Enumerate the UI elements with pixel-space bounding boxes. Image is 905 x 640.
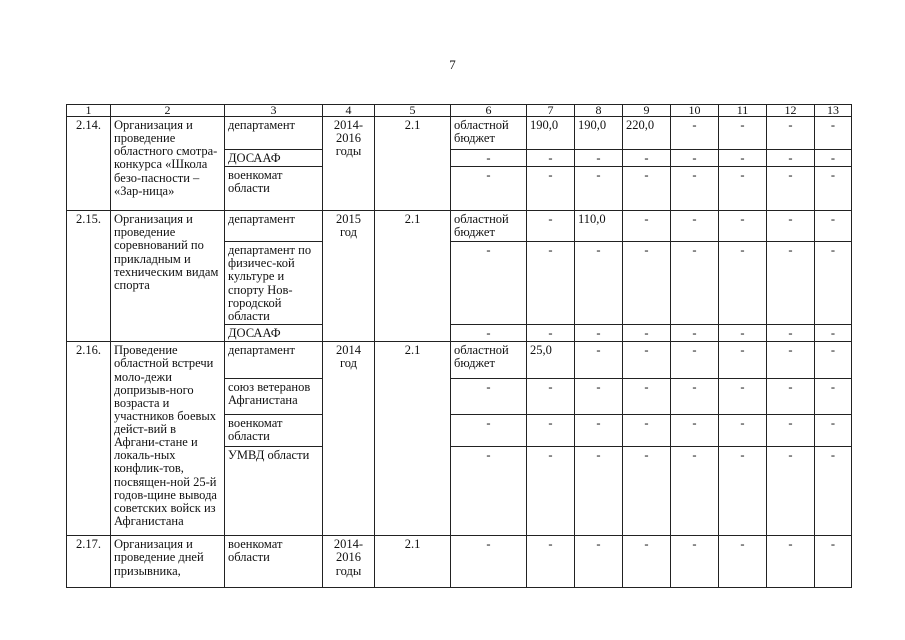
funding-source-cell: - (451, 536, 527, 588)
value-cell: - (767, 167, 815, 211)
value-cell: - (815, 342, 852, 379)
column-number: 1 (67, 105, 111, 117)
value-cell: - (719, 211, 767, 242)
value-cell: - (719, 117, 767, 150)
period-cell: 2014- 2016 годы (323, 117, 375, 211)
executor-cell: департамент (225, 117, 323, 150)
value-cell: - (623, 379, 671, 415)
value-cell: - (575, 150, 623, 167)
item-title: Проведение областной встречи моло-дежи допризыв-ного возраста и участников боевых дейст-вий в Афгани-стане и локаль-ных конфлик-тов, посвящен-ной 25-й годов-щине вывода советских войск из Афганистана (111, 342, 225, 536)
funding-source-cell: - (451, 447, 527, 536)
value-cell: - (575, 242, 623, 325)
funding-source-cell: - (451, 242, 527, 325)
value-cell: - (767, 150, 815, 167)
task-cell: 2.1 (375, 342, 451, 536)
value-cell: 220,0 (623, 117, 671, 150)
column-number: 12 (767, 105, 815, 117)
value-cell: - (671, 379, 719, 415)
value-cell: - (815, 242, 852, 325)
value-cell: - (623, 342, 671, 379)
column-number: 6 (451, 105, 527, 117)
value-cell: 25,0 (527, 342, 575, 379)
value-cell: - (815, 447, 852, 536)
funding-source-cell: - (451, 150, 527, 167)
table-row (67, 342, 852, 379)
value-cell: - (767, 536, 815, 588)
column-number: 5 (375, 105, 451, 117)
item-title: Организация и проведение областного смотра-конкурса «Школа безо-пасности – «Зар-ница» (111, 117, 225, 211)
table-row (67, 536, 852, 588)
value-cell: - (623, 211, 671, 242)
executor-cell: союз ветеранов Афганистана (225, 379, 323, 415)
value-cell: - (623, 242, 671, 325)
column-number: 9 (623, 105, 671, 117)
value-cell: - (719, 150, 767, 167)
column-number: 8 (575, 105, 623, 117)
value-cell: - (671, 447, 719, 536)
item-title: Организация и проведение дней призывника, (111, 536, 225, 588)
value-cell: - (671, 167, 719, 211)
value-cell: - (719, 536, 767, 588)
funding-source-cell: - (451, 379, 527, 415)
executor-cell: УМВД области (225, 447, 323, 536)
period-cell: 2014 год (323, 342, 375, 536)
column-number: 2 (111, 105, 225, 117)
value-cell: - (671, 117, 719, 150)
value-cell: - (815, 415, 852, 447)
column-number: 10 (671, 105, 719, 117)
funding-source-cell: - (451, 325, 527, 342)
value-cell: - (623, 150, 671, 167)
value-cell: - (671, 536, 719, 588)
value-cell: - (527, 447, 575, 536)
value-cell: - (527, 325, 575, 342)
column-number: 11 (719, 105, 767, 117)
value-cell: - (671, 150, 719, 167)
value-cell: - (575, 379, 623, 415)
value-cell: 190,0 (575, 117, 623, 150)
funding-source-cell: областной бюджет (451, 211, 527, 242)
column-number: 4 (323, 105, 375, 117)
value-cell: - (671, 342, 719, 379)
value-cell: - (719, 415, 767, 447)
value-cell: - (767, 325, 815, 342)
value-cell: - (767, 415, 815, 447)
value-cell: - (815, 325, 852, 342)
value-cell: - (671, 242, 719, 325)
value-cell: - (623, 167, 671, 211)
value-cell: - (719, 167, 767, 211)
value-cell: - (767, 379, 815, 415)
table-row (67, 211, 852, 242)
executor-cell: ДОСААФ (225, 150, 323, 167)
page-number: 7 (449, 57, 456, 72)
task-cell: 2.1 (375, 117, 451, 211)
value-cell: 110,0 (575, 211, 623, 242)
item-number: 2.15. (67, 211, 111, 342)
value-cell: - (575, 536, 623, 588)
value-cell: - (815, 150, 852, 167)
value-cell: - (815, 379, 852, 415)
value-cell: - (815, 211, 852, 242)
value-cell: - (815, 117, 852, 150)
column-numbers-row (67, 105, 852, 117)
funding-source-cell: - (451, 415, 527, 447)
value-cell: - (767, 447, 815, 536)
value-cell: - (623, 536, 671, 588)
executor-cell: ДОСААФ (225, 325, 323, 342)
executor-cell: военкомат области (225, 167, 323, 211)
column-number: 3 (225, 105, 323, 117)
executor-cell: военкомат области (225, 415, 323, 447)
value-cell: - (527, 536, 575, 588)
value-cell: - (767, 211, 815, 242)
item-number: 2.16. (67, 342, 111, 536)
value-cell: - (719, 242, 767, 325)
table-row (67, 117, 852, 150)
value-cell: - (719, 447, 767, 536)
value-cell: - (575, 447, 623, 536)
value-cell: - (527, 415, 575, 447)
task-cell: 2.1 (375, 536, 451, 588)
executor-cell: военкомат области (225, 536, 323, 588)
item-number: 2.17. (67, 536, 111, 588)
value-cell: - (527, 379, 575, 415)
value-cell: - (623, 325, 671, 342)
value-cell: - (527, 242, 575, 325)
value-cell: - (719, 342, 767, 379)
value-cell: - (719, 325, 767, 342)
value-cell: - (815, 536, 852, 588)
value-cell: - (815, 167, 852, 211)
period-cell: 2014- 2016 годы (323, 536, 375, 588)
value-cell: - (575, 342, 623, 379)
value-cell: - (527, 167, 575, 211)
value-cell: - (575, 415, 623, 447)
executor-cell: департамент (225, 342, 323, 379)
funding-source-cell: областной бюджет (451, 342, 527, 379)
program-table (66, 104, 852, 588)
value-cell: - (623, 447, 671, 536)
executor-cell: департамент по физичес-кой культуре и спорту Нов-городской области (225, 242, 323, 325)
value-cell: - (575, 325, 623, 342)
value-cell: - (671, 415, 719, 447)
value-cell: - (719, 379, 767, 415)
column-number: 7 (527, 105, 575, 117)
value-cell: - (767, 242, 815, 325)
value-cell: - (527, 150, 575, 167)
value-cell: - (767, 117, 815, 150)
task-cell: 2.1 (375, 211, 451, 342)
column-number: 13 (815, 105, 852, 117)
executor-cell: департамент (225, 211, 323, 242)
funding-source-cell: областной бюджет (451, 117, 527, 150)
value-cell: - (671, 325, 719, 342)
period-cell: 2015 год (323, 211, 375, 342)
value-cell: - (575, 167, 623, 211)
value-cell: - (623, 415, 671, 447)
item-title: Организация и проведение соревнований по прикладным и техническим видам спорта (111, 211, 225, 342)
funding-source-cell: - (451, 167, 527, 211)
value-cell: - (767, 342, 815, 379)
value-cell: 190,0 (527, 117, 575, 150)
value-cell: - (527, 211, 575, 242)
item-number: 2.14. (67, 117, 111, 211)
value-cell: - (671, 211, 719, 242)
